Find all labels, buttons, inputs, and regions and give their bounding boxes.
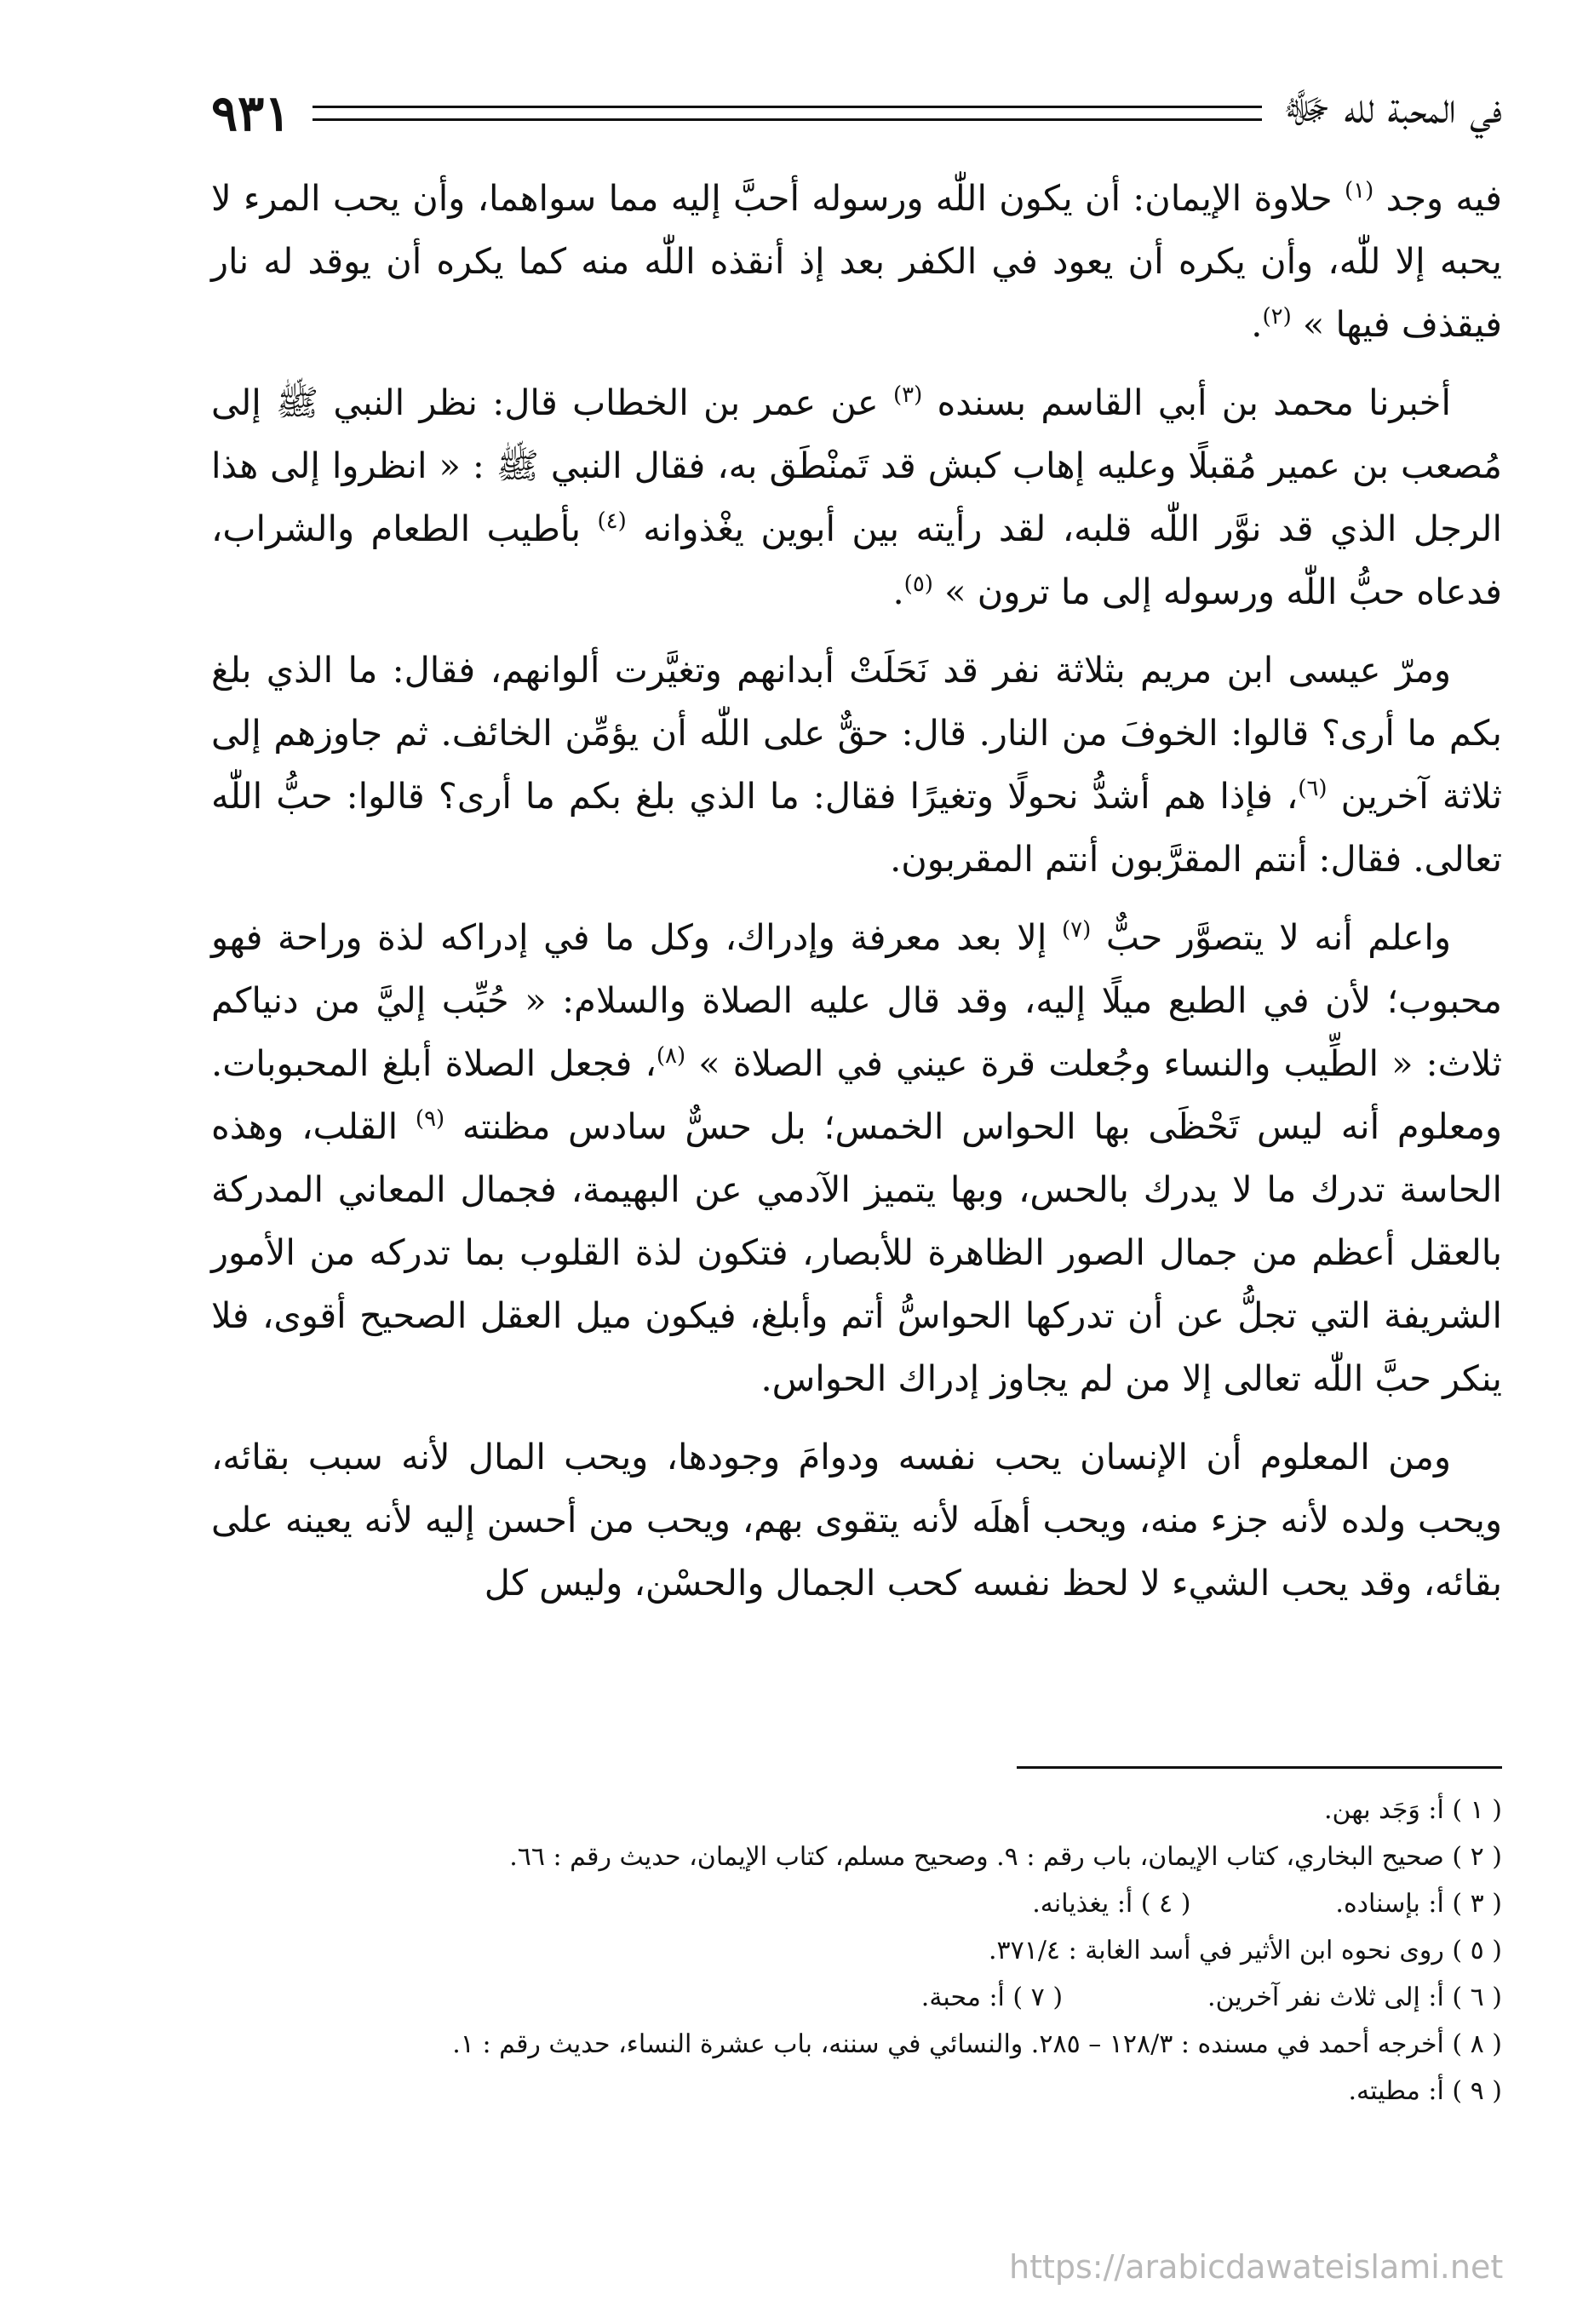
- footnote-line: [211, 1974, 1502, 2021]
- footnote-ref-5: (٥): [903, 571, 933, 598]
- footnote-2: ( ٢ ) صحيح البخاري، كتاب الإيمان، باب رقم : ٩. وصحيح مسلم، كتاب الإيمان، حديث رقم : ٦٦.: [509, 1842, 1502, 1872]
- paragraph-4: واعلم أنه لا يتصوَّر حبٌّ $^{(٧)}$ إلا بعد معرفة وإدراك، وكل ما في إدراكه لذة وراحة فهو محبوب؛ لأن في الطبع ميلًا إليه، وقد قال عليه الصلاة والسلام: « حُبِّب إليَّ من دنياكم ثلاث: « الطِّيب والنساء وجُعلت قرة عيني في الصلاة » $^{(٨)}$، فجعل الصلاة أبلغ المحبوبات. ومعلوم أنه ليس تَحْظَى بها الحواس الخمس؛ بل حسٌّ سادس مظنته $^{(٩)}$ القلب، وهذه الحاسة تدرك ما لا يدرك بالحس، وبها يتميز الآدمي عن البهيمة، فجمال المعاني المدركة بالعقل أعظم من جمال الصور الظاهرة للأبصار، فتكون لذة القلوب بما تدركه من الأمور الشريفة التي تجلُّ عن أن تدركها الحواسُّ أتم وأبلغ، فيكون ميل العقل الصحيح أقوى، فلا ينكر حبَّ اللّٰه تعالى إلا من لم يجاوز إدراك الحواس.: [211, 916, 1502, 1399]
- footnote-line: [211, 2068, 1502, 2115]
- footnote-ref-3: (٣): [892, 382, 923, 409]
- footnote-7: ( ٧ ) أ: محبة.: [920, 1983, 1064, 2012]
- footnote-ref-2: (٢): [1262, 304, 1292, 330]
- footnote-1: ( ١ ) أ: وَجَد بهن.: [1324, 1795, 1502, 1825]
- footnote-line: [211, 1833, 1502, 1880]
- footnote-3: ( ٣ ) أ: بإسناده.: [1335, 1889, 1502, 1919]
- footnote-line: [211, 1787, 1502, 1833]
- footnote-line: [211, 2021, 1502, 2068]
- main-text: [211, 167, 1502, 1630]
- source-watermark: https://arabicdawateislami.net: [1009, 2248, 1504, 2286]
- footnote-ref-9: (٩): [415, 1106, 445, 1133]
- page-number: ٩٣١: [211, 84, 291, 142]
- footnote-line: [211, 1880, 1502, 1927]
- footnote-8: ( ٨ ) أخرجه أحمد في مسنده : ١٢٨/٣ – ٢٨٥. والنسائي في سننه، باب عشرة النساء، حديث رقم : ١.: [452, 2029, 1502, 2059]
- footnote-ref-6: (٦): [1298, 776, 1328, 802]
- footnote-ref-7: (٧): [1062, 917, 1092, 944]
- paragraph-1: فيه وجد $^{(١)}$ حلاوة الإيمان: أن يكون اللّٰه ورسوله أحبَّ إليه مما سواهما، وأن يحب المرء لا يحبه إلا للّٰه، وأن يكره أن يعود في الكفر بعد إذ أنقذه اللّٰه منه كما يكره أن يوقد له نار فيقذف فيها » $^{(٢)}$.: [211, 177, 1502, 345]
- footnote-5: ( ٥ ) روى نحوه ابن الأثير في أسد الغابة : ٣٧١/٤.: [988, 1936, 1502, 1965]
- paragraph-2: أخبرنا محمد بن أبي القاسم بسنده $^{(٣)}$ عن عمر بن الخطاب قال: نظر النبي ﷺ إلى مُصعب بن عمير مُقبلًا وعليه إهاب كبش قد تَمنْطَق به، فقال النبي ﷺ : « انظروا إلى هذا الرجل الذي قد نوَّر اللّٰه قلبه، لقد رأيته بين أبوين يغْذوانه $^{(٤)}$ بأطيب الطعام والشراب، فدعاه حبُّ اللّٰه ورسوله إلى ما ترون » $^{(٥)}$.: [211, 382, 1502, 612]
- footnote-ref-8: (٨): [656, 1043, 686, 1070]
- footnote-line: [211, 1927, 1502, 1974]
- footnote-6: ( ٦ ) أ: إلى ثلاث نفر آخرين.: [1207, 1983, 1502, 2012]
- running-header: [211, 75, 1502, 152]
- footnote-separator: [1017, 1766, 1502, 1769]
- footnote-4: ( ٤ ) أ: يغذيانه.: [1032, 1889, 1191, 1919]
- header-double-rule: [313, 106, 1262, 121]
- footnote-ref-1: (١): [1344, 178, 1374, 204]
- chapter-title: في المحبة لله ﷻ: [1282, 83, 1502, 133]
- paragraph-3: ومرّ عيسى ابن مريم بثلاثة نفر قد نَحَلَتْ أبدانهم وتغيَّرت ألوانهم، فقال: ما الذي بلغ بكم ما أرى؟ قالوا: الخوفَ من النار. قال: حقٌّ على اللّٰه أن يؤمِّن الخائف. ثم جاوزهم إلى ثلاثة آخرين $^{(٦)}$، فإذا هم أشدُّ نحولًا وتغيرًا فقال: ما الذي بلغ بكم ما أرى؟ قالوا: حبُّ اللّٰه تعالى. فقال: أنتم المقرَّبون أنتم المقربون.: [211, 649, 1503, 880]
- footnote-9: ( ٩ ) أ: مطيته.: [1348, 2076, 1502, 2106]
- footnote-ref-4: (٤): [597, 508, 627, 535]
- paragraph-5: ومن المعلوم أن الإنسان يحب نفسه ودوامَ وجودها، ويحب المال لأنه سبب بقائه، ويحب ولده لأنه جزء منه، ويحب أهلَه لأنه يتقوى بهم، ويحب من أحسن إليه لأنه يعينه على بقائه، وقد يحب الشيء لا لحظ نفسه كحب الجمال والحسْن، وليس كل: [211, 1436, 1502, 1604]
- footnotes: [211, 1787, 1502, 2115]
